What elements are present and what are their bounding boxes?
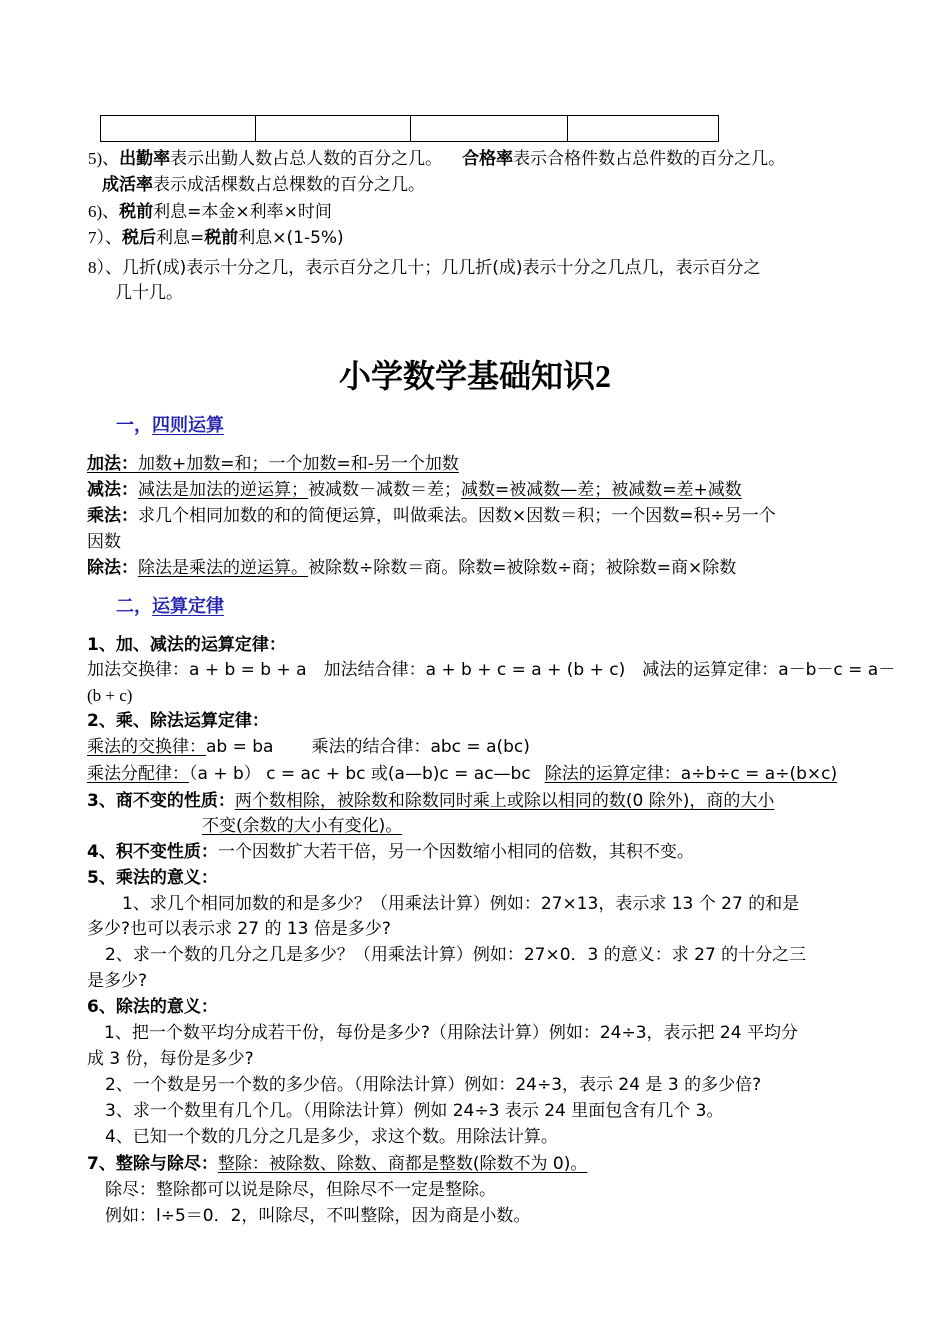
table-row (101, 116, 719, 142)
law-heading-6: 6、除法的意义： (87, 997, 218, 1017)
op-division: 除法：除法是乘法的逆运算。被除数÷除数＝商。除数=被除数÷商；被除数=商×除数 (87, 558, 737, 578)
item-5-cont: 成活率表示成活棵数占总棵数的百分之几。 (102, 175, 425, 195)
law-line: 3、求一个数里有几个几。（用除法计算）例如 24÷3 表示 24 里面包含有几个 3。 (105, 1101, 724, 1121)
law-line: 不变(余数的大小有变化)。 (202, 816, 403, 836)
item-5: 5)、出勤率表示出勤人数占总人数的百分之几。 合格率表示合格件数占总件数的百分之几。 (88, 149, 786, 169)
law-line: 乘法的交换律：ab = ba 乘法的结合律：abc = a(bc) (87, 737, 530, 757)
op-multiplication: 乘法：求几个相同加数的和的简便运算，叫做乘法。因数×因数＝积；一个因数=积÷另一个 (87, 506, 776, 526)
item-7: 7）、税后利息=税前利息×(1-5%) (88, 228, 344, 248)
law-line: 乘法分配律：（a + b） c = ac + bc 或(a—b)c = ac—bc 除法的运算定律：a÷b÷c = a÷(b×c) (87, 764, 838, 784)
table-cell (568, 116, 719, 142)
law-line: 除尽：整除都可以说是除尽，但除尽不一定是整除。 (105, 1180, 496, 1200)
law-quotient: 3、商不变的性质：两个数相除，被除数和除数同时乘上或除以相同的数(0 除外)，商的大小 (87, 791, 775, 811)
law-line: 多少?也可以表示求 27 的 13 倍是多少? (87, 919, 391, 939)
item-8: 8）、几折(成)表示十分之几，表示百分之几十；几几折(成)表示十分之几点几，表示百分之 (88, 258, 761, 278)
law-line: 2、一个数是另一个数的多少倍。（用除法计算）例如：24÷3，表示 24 是 3 的多少倍? (105, 1075, 762, 1095)
item-6: 6)、税前利息=本金×利率×时间 (88, 202, 332, 222)
law-heading-2: 2、乘、除法运算定律： (87, 711, 269, 731)
table-cell (411, 116, 568, 142)
law-heading-1: 1、加、减法的运算定律： (87, 635, 286, 655)
op-subtraction: 减法：减法是加法的逆运算；被减数－减数＝差；减数=被减数—差；被减数=差+减数 (87, 480, 742, 500)
law-line: 1、求几个相同加数的和是多少？（用乘法计算）例如：27×13，表示求 13 个 27 的和是 (122, 894, 800, 914)
table-cell (101, 116, 256, 142)
op-multiplication-cont: 因数 (87, 532, 121, 552)
law-line: 2、求一个数的几分之几是多少？（用乘法计算）例如：27×0．3 的意义：求 27 的十分之三 (105, 945, 807, 965)
law-line: 4、已知一个数的几分之几是多少，求这个数。用除法计算。 (105, 1127, 558, 1147)
law-line: (b + c) (87, 686, 133, 705)
op-addition: 加法：加数+加数=和；一个加数=和-另一个加数 (87, 454, 459, 474)
law-line: 是多少? (87, 971, 148, 991)
law-divisibility: 7、整除与除尽：整除：被除数、除数、商都是整数(除数不为 0)。 (87, 1154, 588, 1174)
law-product: 4、积不变性质：一个因数扩大若干倍，另一个因数缩小相同的倍数，其积不变。 (87, 842, 694, 862)
section-heading-laws: 二，运算定律 (116, 596, 224, 617)
law-line: 1、把一个数平均分成若干份，每份是多少?（用除法计算）例如：24÷3，表示把 24 平均分 (104, 1023, 798, 1043)
section-heading-arithmetic: 一，四则运算 (116, 415, 224, 436)
law-line: 加法交换律：a + b = b + a 加法结合律：a + b + c = a + (b + c) 减法的运算定律：a－b－c = a－ (87, 660, 896, 680)
law-line: 成 3 份，每份是多少? (87, 1049, 254, 1069)
table-cell (256, 116, 411, 142)
law-heading-5: 5、乘法的意义： (87, 868, 218, 888)
law-line: 例如：l÷5＝0．2，叫除尽，不叫整除，因为商是小数。 (105, 1206, 531, 1226)
item-8-cont: 几十几。 (115, 283, 183, 303)
top-table (100, 115, 719, 142)
page-title: 小学数学基础知识2 (338, 357, 611, 395)
